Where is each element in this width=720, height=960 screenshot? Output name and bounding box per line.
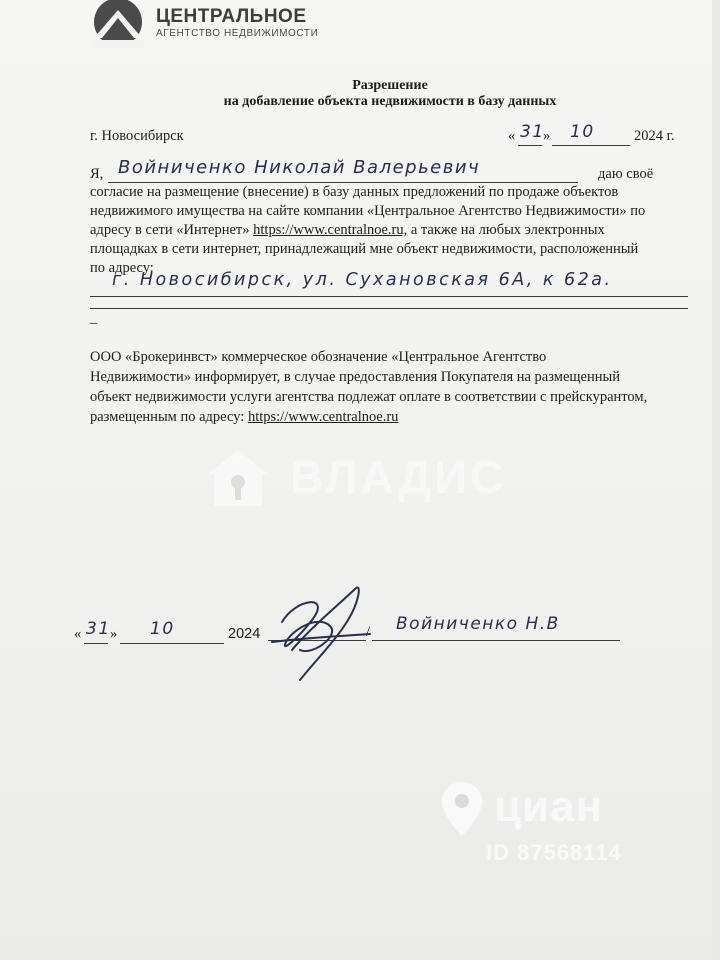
consent-line-4-suffix: а также на любых электронных: [410, 222, 605, 238]
consent-line-4-prefix: адресу в сети «Интернет»: [90, 222, 250, 238]
footer-day: 31: [86, 619, 111, 639]
consent-name: Войниченко Николай Валерьевич: [118, 157, 481, 178]
footer-close-quote: »: [110, 626, 118, 642]
date-close-quote: »: [543, 128, 551, 144]
date-month-underline: [552, 145, 630, 146]
consent-suffix: даю своё: [598, 166, 654, 182]
property-address: г. Новосибирск, ул. Сухановская 6А, к 62а.: [112, 270, 613, 290]
consent-website-link[interactable]: https://www.centralnoe.ru,: [253, 222, 408, 238]
vladis-house-icon: [206, 448, 270, 508]
date-open-quote: «: [508, 128, 516, 144]
city: г. Новосибирск: [90, 128, 184, 144]
vladis-watermark: [206, 448, 526, 508]
date-day-underline: [518, 145, 542, 146]
notice-website-link[interactable]: https://www.centralnoe.ru: [247, 409, 399, 425]
footer-month-underline: [120, 643, 224, 644]
cian-watermark-text: циан: [494, 782, 604, 831]
document-subtitle: на добавление объекта недвижимости в базу данных: [223, 94, 557, 109]
notice-line-3: объект недвижимости услуги агентства подлежат оплате в соответствии с прейскурантом,: [90, 389, 648, 405]
document-title: Разрешение: [352, 78, 428, 93]
consent-line-6: по адресу:: [90, 260, 154, 276]
location-pin-icon: [440, 780, 484, 838]
cian-listing-id: ID 87568114: [486, 840, 622, 865]
consent-line-5: площадках в сети интернет, принадлежащий мне объект недвижимости, расположенный: [90, 241, 639, 257]
notice-line-1: ООО «Брокеринвст» коммерческое обозначение «Центральное Агентство: [90, 349, 547, 365]
notice-line-4-prefix: размещенным по адресу:: [90, 409, 245, 425]
footer-signer-name: Войниченко Н.В: [396, 614, 560, 634]
logo-name: ЦЕНТРАЛЬНОЕ: [156, 6, 307, 27]
address-dash: –: [90, 315, 98, 331]
footer-name-underline: [372, 640, 620, 641]
date-month: 10: [570, 122, 595, 142]
consent-prefix: Я,: [90, 166, 104, 182]
logo-mountain-icon: [92, 0, 144, 48]
notice-line-2: Недвижимости» информирует, в случае предоставления Покупателя на размещенный: [90, 369, 621, 385]
consent-name-underline: [108, 182, 578, 183]
consent-line-3: недвижимого имущества на сайте компании «Центральное Агентство Недвижимости» по: [90, 203, 646, 219]
footer-year: 2024: [228, 626, 261, 642]
footer-day-underline: [84, 643, 108, 644]
consent-line-2: согласие на размещение (внесение) в базу данных предложений по продаже объектов: [90, 184, 619, 200]
date-year: 2024 г.: [634, 128, 675, 144]
notice-line-4: [90, 409, 398, 426]
vladis-watermark-text: ВЛАДИС: [290, 451, 507, 503]
footer-month: 10: [150, 619, 175, 639]
cian-watermark: [440, 780, 680, 880]
company-logo: [92, 0, 352, 50]
date-day: 31: [520, 122, 545, 142]
address-underline-2: [90, 308, 688, 309]
signature: [252, 580, 382, 690]
consent-line-4: [90, 222, 605, 239]
footer-open-quote: «: [74, 626, 82, 642]
logo-subtitle: АГЕНТСТВО НЕДВИЖИМОСТИ: [156, 28, 319, 39]
address-underline-1: [90, 296, 688, 297]
footer-separator: /: [366, 624, 371, 640]
